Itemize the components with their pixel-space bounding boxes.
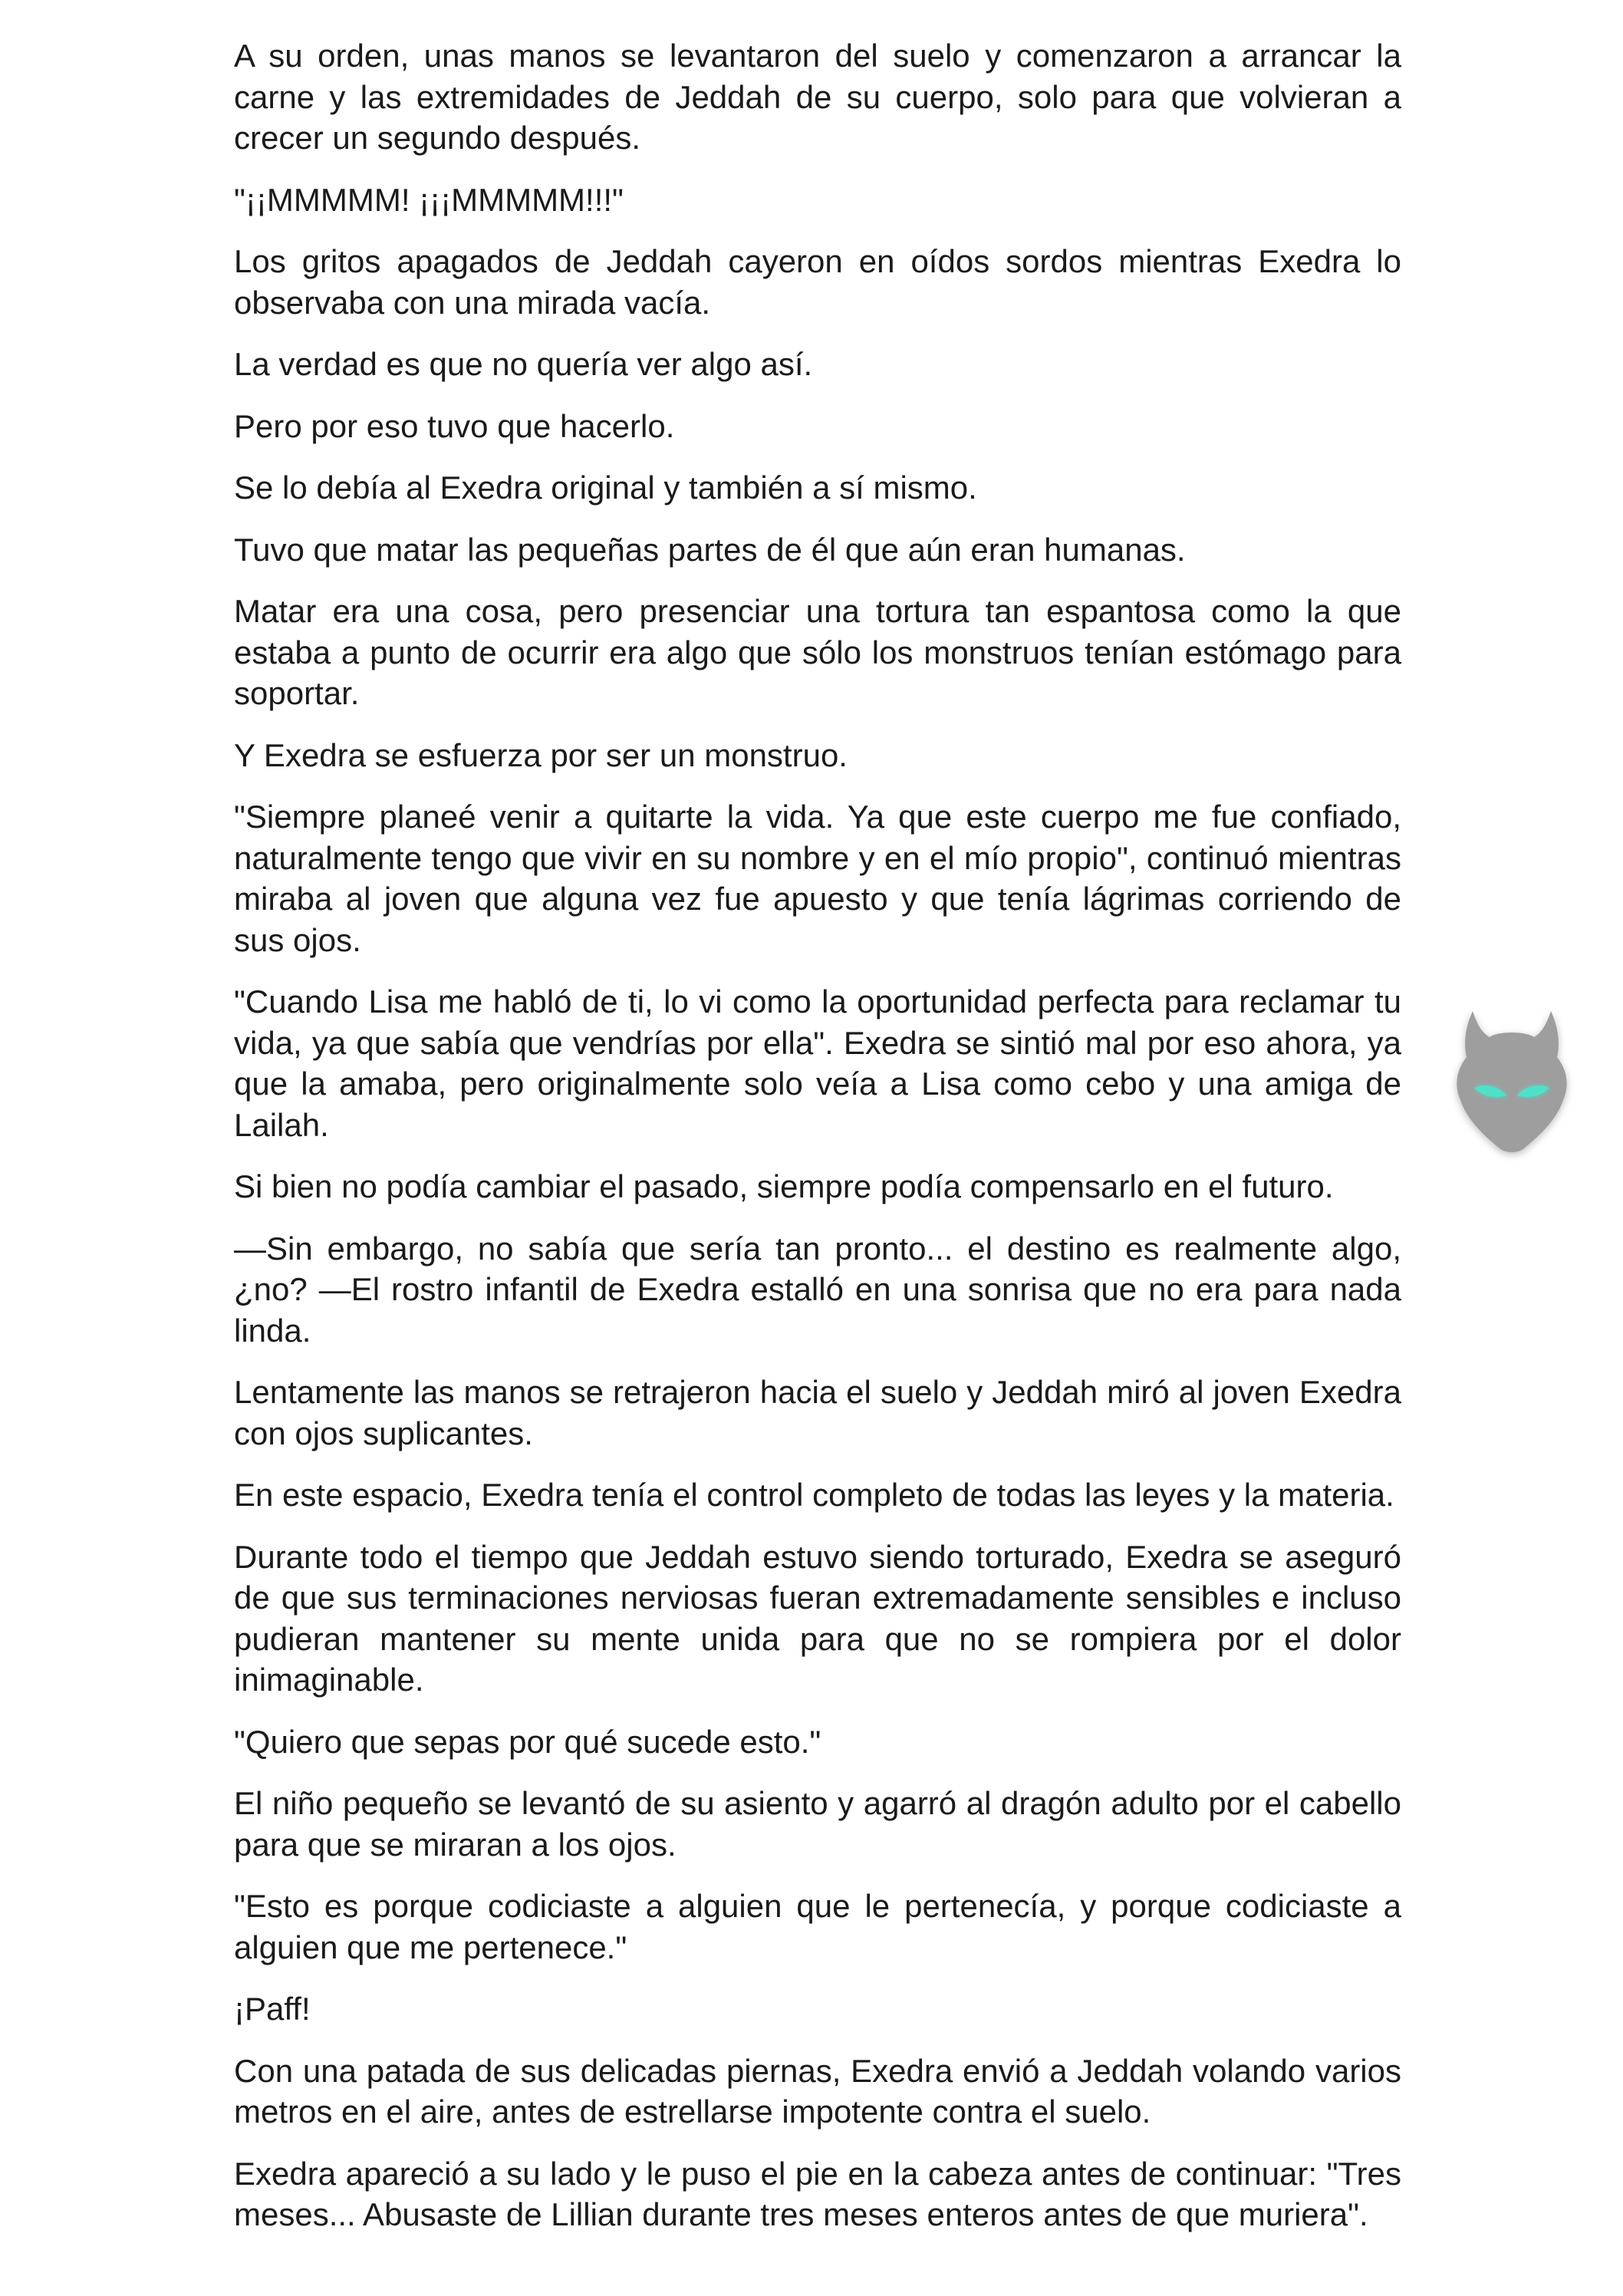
paragraph: La verdad es que no quería ver algo así. (234, 346, 813, 382)
paragraph: Matar era una cosa, pero presenciar una tortura tan espantosa como la que estaba a punto de ocurrir era algo que sólo los monstruos tenían estómago para soportar. (234, 593, 1401, 711)
paragraph: ¡Paff! (234, 1991, 311, 2027)
paragraph: —Sin embargo, no sabía que sería tan pronto... el destino es realmente algo, ¿no? —El rostro infantil de Exedra estalló en una sonrisa que no era para nada linda. (234, 1230, 1401, 1349)
paragraph: Se lo debía al Exedra original y también a sí mismo. (234, 469, 977, 506)
paragraph: El niño pequeño se levantó de su asiento y agarró al dragón adulto por el cabello para que se miraran a los ojos. (234, 1785, 1401, 1863)
paragraph: Y Exedra se esfuerza por ser un monstruo. (234, 736, 848, 773)
horned-demon-head-icon (1442, 997, 1582, 1166)
paragraph: "Siempre planeé venir a quitarte la vida. Ya que este cuerpo me fue confiado, naturalmente tengo que vivir en su nombre y en el mío propio", continuó mientras miraba al joven que alguna vez fue apuesto y que tenía lágrimas corriendo de sus ojos. (234, 799, 1401, 958)
paragraph: "¡¡MMMMM! ¡¡¡MMMMM!!!" (234, 181, 624, 218)
paragraph: Pero por eso tuvo que hacerlo. (234, 407, 675, 444)
paragraph: Tuvo que matar las pequeñas partes de él que aún eran humanas. (234, 531, 1186, 568)
paragraph: Exedra apareció a su lado y le puso el pie en la cabeza antes de continuar: "Tres meses... Abusaste de Lillian durante tres meses enteros antes de que muriera". (234, 2155, 1401, 2232)
paragraph: En este espacio, Exedra tenía el control completo de todas las leyes y la materia. (234, 1477, 1394, 1513)
paragraph: "Quiero que sepas por qué sucede esto." (234, 1723, 821, 1760)
paragraph: Si bien no podía cambiar el pasado, siempre podía compensarlo en el futuro. (234, 1168, 1334, 1204)
paragraph: Lentamente las manos se retrajeron hacia el suelo y Jeddah miró al joven Exedra con ojos suplicantes. (234, 1374, 1401, 1451)
paragraph: Los gritos apagados de Jeddah cayeron en oídos sordos mientras Exedra lo observaba con una mirada vacía. (234, 243, 1401, 321)
body-text (234, 35, 1401, 2256)
paragraph: A su orden, unas manos se levantaron del suelo y comenzaron a arrancar la carne y las extremidades de Jeddah de su cuerpo, solo para que volvieran a crecer un segundo después. (234, 38, 1401, 156)
paragraph: Con una patada de sus delicadas piernas, Exedra envió a Jeddah volando varios metros en el aire, antes de estrellarse impotente contra el suelo. (234, 2052, 1401, 2130)
paragraph: "Esto es porque codiciaste a alguien que le pertenecía, y porque codiciaste a alguien que me pertenece." (234, 1888, 1401, 1965)
paragraph: "Cuando Lisa me habló de ti, lo vi como la oportunidad perfecta para reclamar tu vida, ya que sabía que vendrías por ella". Exedra se sintió mal por eso ahora, ya que la amaba, pero originalmente solo veía a Lisa como cebo y una amiga de Lailah. (234, 983, 1401, 1143)
paragraph: Durante todo el tiempo que Jeddah estuvo siendo torturado, Exedra se aseguró de que sus terminaciones nerviosas fueran extremadamente sensibles e incluso pudieran mantener su mente unida para que no se rompiera por el dolor inimaginable. (234, 1538, 1401, 1698)
